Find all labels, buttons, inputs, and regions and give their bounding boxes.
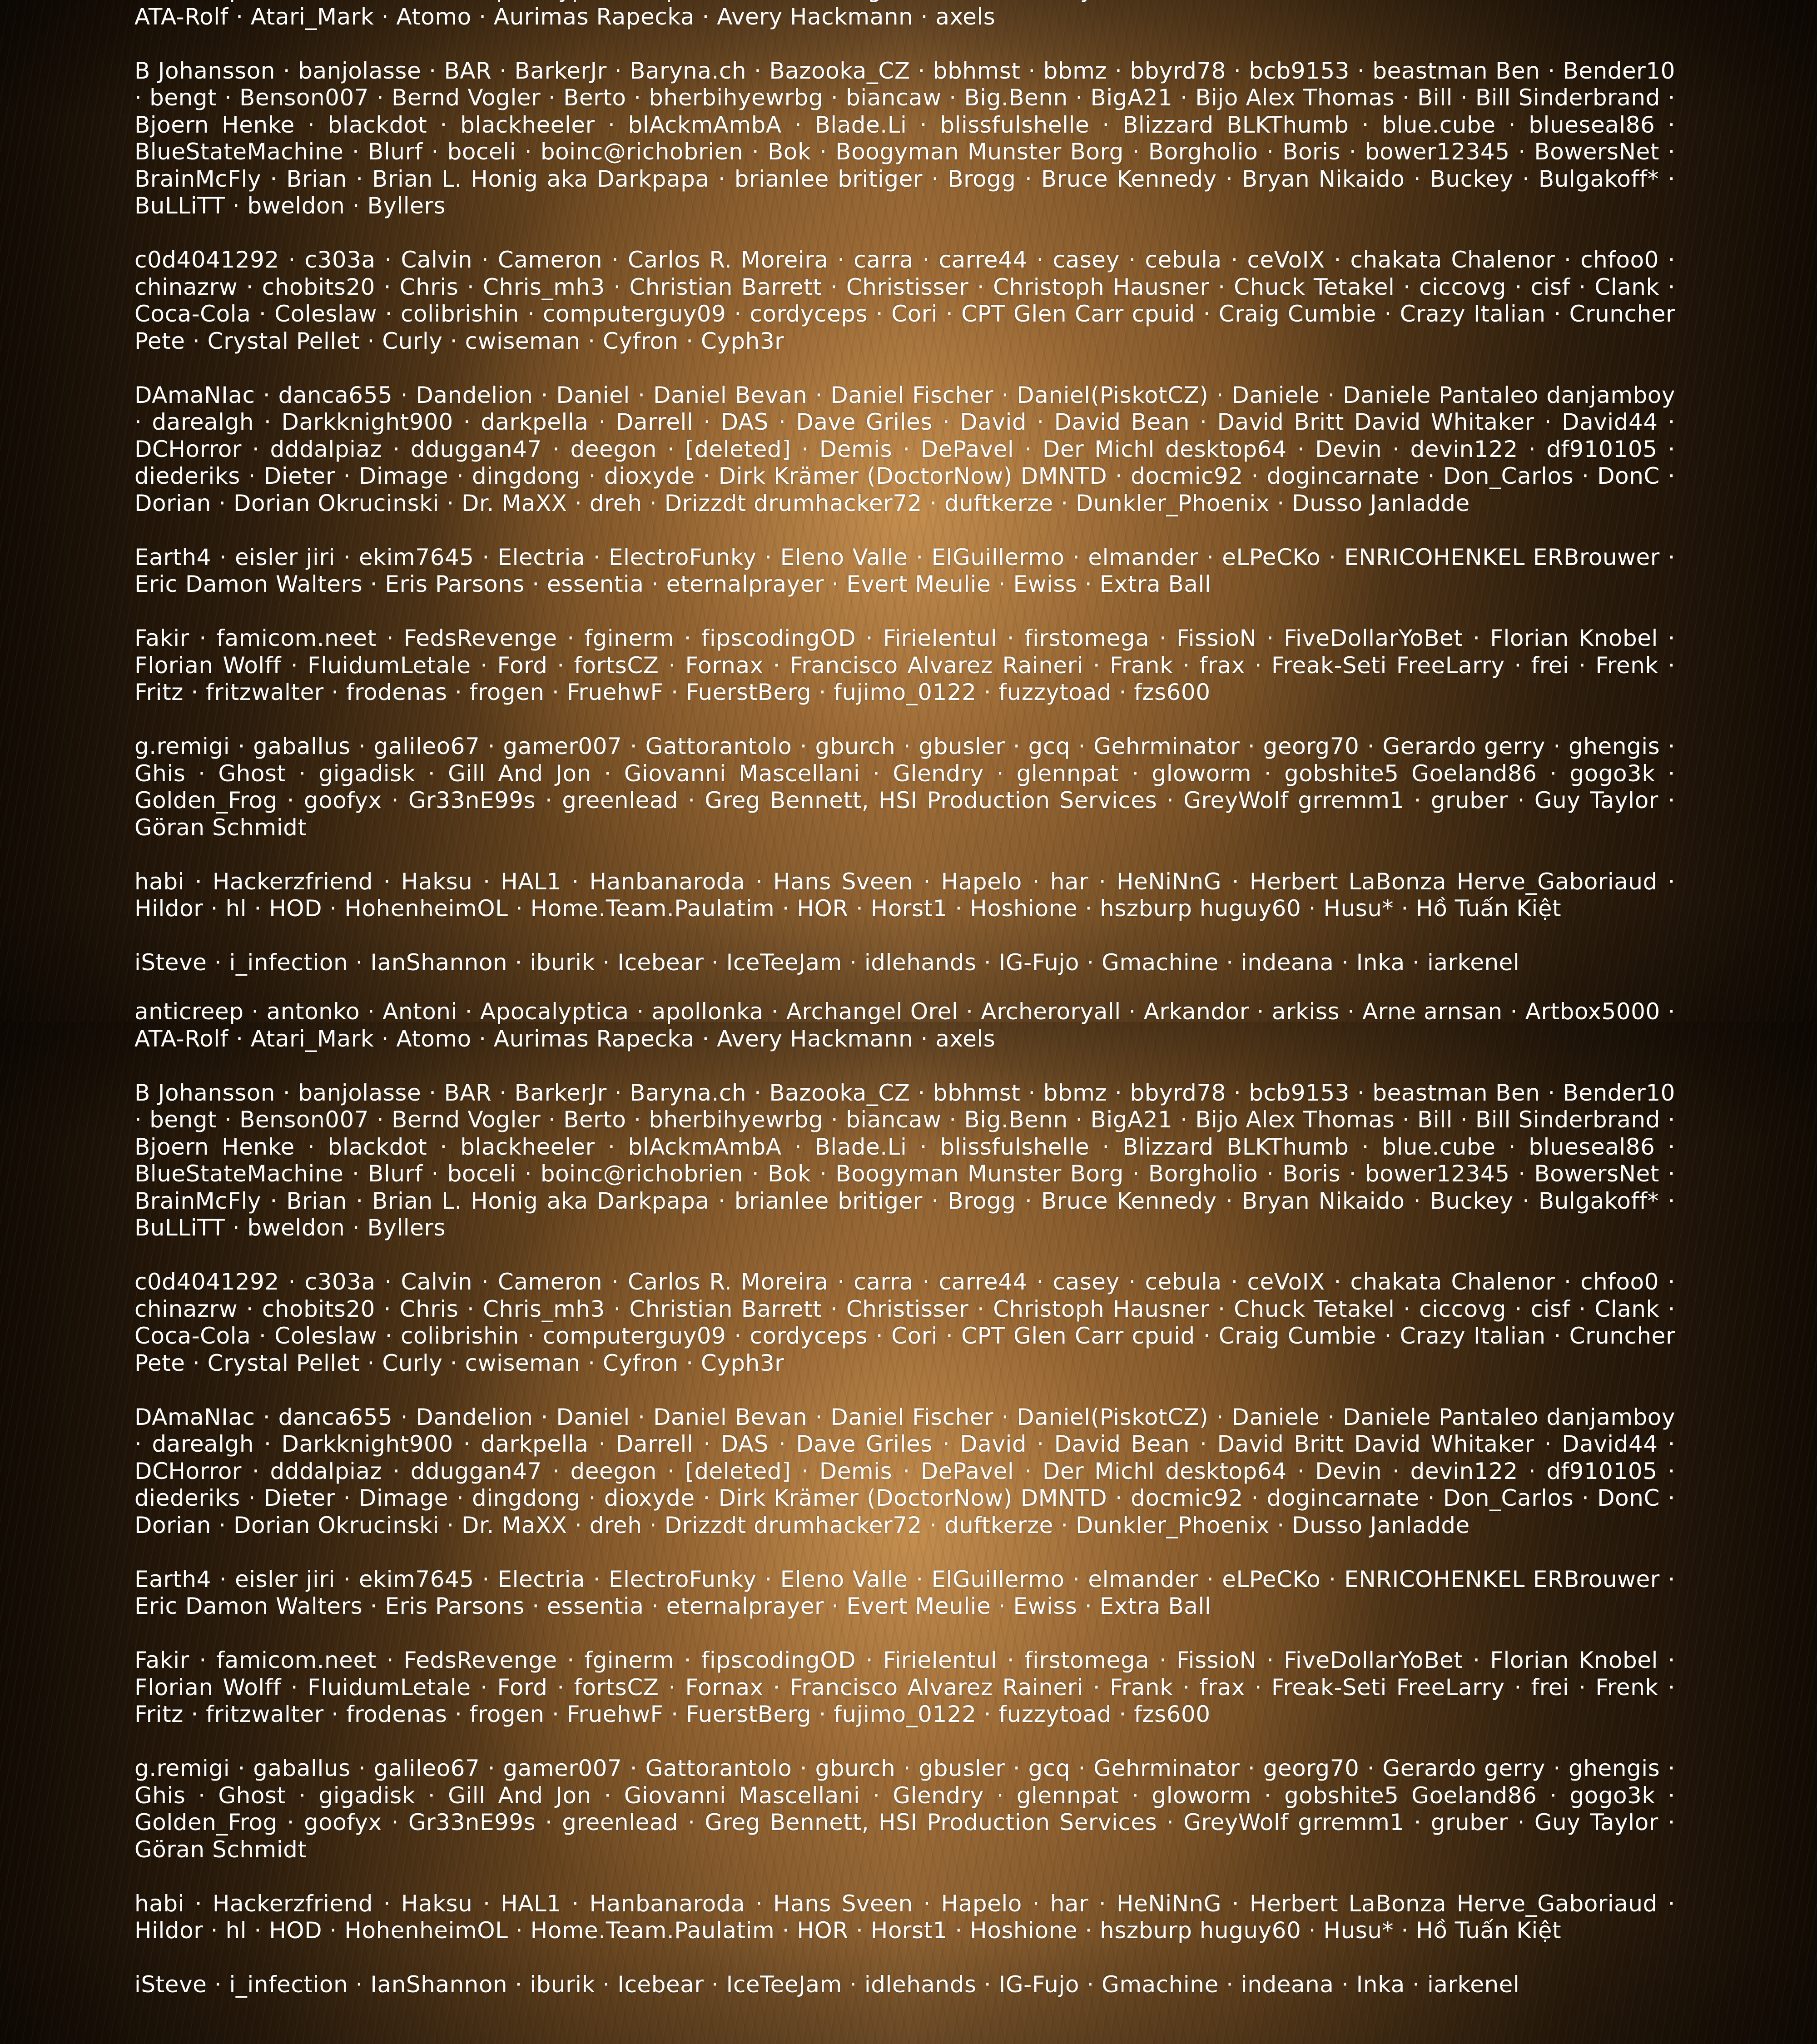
credits-group-f: Fakir · famicom.neet · FedsRevenge · fginerm · fipscodingOD · Firielentul · firstomega · FissioN · FiveDollarYoBet · Florian Knobel · Florian Wolff · FluidumLetale · Ford · fortsCZ · Fornax · Francisco Alvarez Raineri · Frank · frax · Freak-Seti FreeLarry · frei · Frenk · Fritz · fritzwalter · frodenas · frogen · FruehwF · FuerstBerg · fujimo_0122 · fuzzytoad · fzs600 bbox=[134, 625, 1675, 706]
credits-group-g: g.remigi · gaballus · galileo67 · gamer007 · Gattorantolo · gburch · gbusler · gcq · Gehrminator · georg70 · Gerardo gerry · ghengis · Ghis · Ghost · gigadisk · Gill And Jon · Giovanni Mascellani · Glendry · glennpat · gloworm · gobshite5 Goeland86 · gogo3k · Golden_Frog · goofyx · Gr33nE99s · greenlead · Greg Bennett, HSI Production Services · GreyWolf grremm1 · gruber · Guy Taylor · Göran Schmidt bbox=[134, 733, 1675, 841]
credits-group-d: DAmaNIac · danca655 · Dandelion · Daniel · Daniel Bevan · Daniel Fischer · Daniel(PiskotCZ) · Daniele · Daniele Pantaleo danjamboy · darealgh · Darkknight900 · darkpella · Darrell · DAS · Dave Griles · David · David Bean · David Britt David Whitaker · David44 · DCHorror · dddalpiaz · dduggan47 · deegon · [deleted] · Demis · DePavel · Der Michl desktop64 · Devin · devin122 · df910105 · diederiks · Dieter · Dimage · dingdong · dioxyde · Dirk Krämer (DoctorNow) DMNTD · docmic92 · dogincarnate · Don_Carlos · DonC · Dorian · Dorian Okrucinski · Dr. MaXX · dreh · Drizzdt drumhacker72 · duftkerze · Dunkler_Phoenix · Dusso Janladde bbox=[134, 1404, 1675, 1539]
credits-group-b: B Johansson · banjolasse · BAR · BarkerJr · Baryna.ch · Bazooka_CZ · bbhmst · bbmz · bbyrd78 · bcb9153 · beastman Ben · Bender10 · bengt · Benson007 · Bernd Vogler · Berto · bherbihyewrbg · biancaw · Big.Benn · BigA21 · Bijo Alex Thomas · Bill · Bill Sinderbrand · Bjoern Henke · blackdot · blackheeler · blAckmAmbA · Blade.Li · blissfulshelle · Blizzard BLKThumb · blue.cube · blueseal86 · BlueStateMachine · Blurf · boceli · boinc@richobrien · Bok · Boogyman Munster Borg · Borgholio · Boris · bower12345 · BowersNet · BrainMcFly · Brian · Brian L. Honig aka Darkpapa · brianlee britiger · Brogg · Bruce Kennedy · Bryan Nikaido · Buckey · Bulgakoff* · BuLLiTT · bweldon · Byllers bbox=[134, 1080, 1675, 1242]
credits-group-e: Earth4 · eisler jiri · ekim7645 · Electria · ElectroFunky · Eleno Valle · ElGuillermo · elmander · eLPeCKo · ENRICOHENKEL ERBrouwer · Eric Damon Walters · Eris Parsons · essentia · eternalprayer · Evert Meulie · Ewiss · Extra Ball bbox=[134, 1566, 1675, 1620]
credits-group-h: habi · Hackerzfriend · Haksu · HAL1 · Hanbanaroda · Hans Sveen · Hapelo · har · HeNiNnG · Herbert LaBonza Herve_Gaboriaud · Hildor · hl · HOD · HohenheimOL · Home.Team.Paulatim · HOR · Horst1 · Hoshione · hszburp huguy60 · Husu* · Hồ Tuấn Kiệt bbox=[134, 1890, 1675, 1945]
credits-group-c: c0d4041292 · c303a · Calvin · Cameron · Carlos R. Moreira · carra · carre44 · casey · cebula · ceVoIX · chakata Chalenor · chfoo0 · chinazrw · chobits20 · Chris · Chris_mh3 · Christian Barrett · Christisser · Christoph Hausner · Chuck Tetakel · ciccovg · cisf · Clank · Coca-Cola · Coleslaw · colibrishin · computerguy09 · cordyceps · Cori · CPT Glen Carr cpuid · Craig Cumbie · Crazy Italian · Cruncher Pete · Crystal Pellet · Curly · cwiseman · Cyfron · Cyph3r bbox=[134, 1269, 1675, 1377]
credits-group-g: g.remigi · gaballus · galileo67 · gamer007 · Gattorantolo · gburch · gbusler · gcq · Gehrminator · georg70 · Gerardo gerry · ghengis · Ghis · Ghost · gigadisk · Gill And Jon · Giovanni Mascellani · Glendry · glennpat · gloworm · gobshite5 Goeland86 · gogo3k · Golden_Frog · goofyx · Gr33nE99s · greenlead · Greg Bennett, HSI Production Services · GreyWolf grremm1 · gruber · Guy Taylor · Göran Schmidt bbox=[134, 1755, 1675, 1863]
credits-group-h: habi · Hackerzfriend · Haksu · HAL1 · Hanbanaroda · Hans Sveen · Hapelo · har · HeNiNnG · Herbert LaBonza Herve_Gaboriaud · Hildor · hl · HOD · HohenheimOL · Home.Team.Paulatim · HOR · Horst1 · Hoshione · hszburp huguy60 · Husu* · Hồ Tuấn Kiệt bbox=[134, 868, 1675, 923]
credits-group-a: anticreep · antonko · Antoni · Apocalyptica · apollonka · Archangel Orel · Archeroryall · Arkandor · arkiss · Arne arnsan · Artbox5000 · ATA-Rolf · Atari_Mark · Atomo · Aurimas Rapecka · Avery Hackmann · axels bbox=[134, 998, 1675, 1052]
credits-group-f: Fakir · famicom.neet · FedsRevenge · fginerm · fipscodingOD · Firielentul · firstomega · FissioN · FiveDollarYoBet · Florian Knobel · Florian Wolff · FluidumLetale · Ford · fortsCZ · Fornax · Francisco Alvarez Raineri · Frank · frax · Freak-Seti FreeLarry · frei · Frenk · Fritz · fritzwalter · frodenas · frogen · FruehwF · FuerstBerg · fujimo_0122 · fuzzytoad · fzs600 bbox=[134, 1647, 1675, 1728]
credits-group-c: c0d4041292 · c303a · Calvin · Cameron · Carlos R. Moreira · carra · carre44 · casey · cebula · ceVoIX · chakata Chalenor · chfoo0 · chinazrw · chobits20 · Chris · Chris_mh3 · Christian Barrett · Christisser · Christoph Hausner · Chuck Tetakel · ciccovg · cisf · Clank · Coca-Cola · Coleslaw · colibrishin · computerguy09 · cordyceps · Cori · CPT Glen Carr cpuid · Craig Cumbie · Crazy Italian · Cruncher Pete · Crystal Pellet · Curly · cwiseman · Cyfron · Cyph3r bbox=[134, 247, 1675, 355]
credits-group-e: Earth4 · eisler jiri · ekim7645 · Electria · ElectroFunky · Eleno Valle · ElGuillermo · elmander · eLPeCKo · ENRICOHENKEL ERBrouwer · Eric Damon Walters · Eris Parsons · essentia · eternalprayer · Evert Meulie · Ewiss · Extra Ball bbox=[134, 544, 1675, 598]
credits-group-i: iSteve · i_infection · IanShannon · iburik · Icebear · IceTeeJam · idlehands · IG-Fujo · Gmachine · indeana · Inka · iarkenel bbox=[134, 1971, 1675, 1999]
credits-group-d: DAmaNIac · danca655 · Dandelion · Daniel · Daniel Bevan · Daniel Fischer · Daniel(PiskotCZ) · Daniele · Daniele Pantaleo danjamboy · darealgh · Darkknight900 · darkpella · Darrell · DAS · Dave Griles · David · David Bean · David Britt David Whitaker · David44 · DCHorror · dddalpiaz · dduggan47 · deegon · [deleted] · Demis · DePavel · Der Michl desktop64 · Devin · devin122 · df910105 · diederiks · Dieter · Dimage · dingdong · dioxyde · Dirk Krämer (DoctorNow) DMNTD · docmic92 · dogincarnate · Don_Carlos · DonC · Dorian · Dorian Okrucinski · Dr. MaXX · dreh · Drizzdt drumhacker72 · duftkerze · Dunkler_Phoenix · Dusso Janladde bbox=[134, 382, 1675, 517]
credits-group-b: B Johansson · banjolasse · BAR · BarkerJr · Baryna.ch · Bazooka_CZ · bbhmst · bbmz · bbyrd78 · bcb9153 · beastman Ben · Bender10 · bengt · Benson007 · Bernd Vogler · Berto · bherbihyewrbg · biancaw · Big.Benn · BigA21 · Bijo Alex Thomas · Bill · Bill Sinderbrand · Bjoern Henke · blackdot · blackheeler · blAckmAmbA · Blade.Li · blissfulshelle · Blizzard BLKThumb · blue.cube · blueseal86 · BlueStateMachine · Blurf · boceli · boinc@richobrien · Bok · Boogyman Munster Borg · Borgholio · Boris · bower12345 · BowersNet · BrainMcFly · Brian · Brian L. Honig aka Darkpapa · brianlee britiger · Brogg · Bruce Kennedy · Bryan Nikaido · Buckey · Bulgakoff* · BuLLiTT · bweldon · Byllers bbox=[134, 58, 1675, 220]
credits-group-a: ATA-Rolf · Atari_Mark · Atomo · Aurimas Rapecka · Avery Hackmann · axels bbox=[134, 0, 1675, 30]
credits-group-i: iSteve · i_infection · IanShannon · iburik · Icebear · IceTeeJam · idlehands · IG-Fujo · Gmachine · indeana · Inka · iarkenel bbox=[134, 949, 1675, 977]
